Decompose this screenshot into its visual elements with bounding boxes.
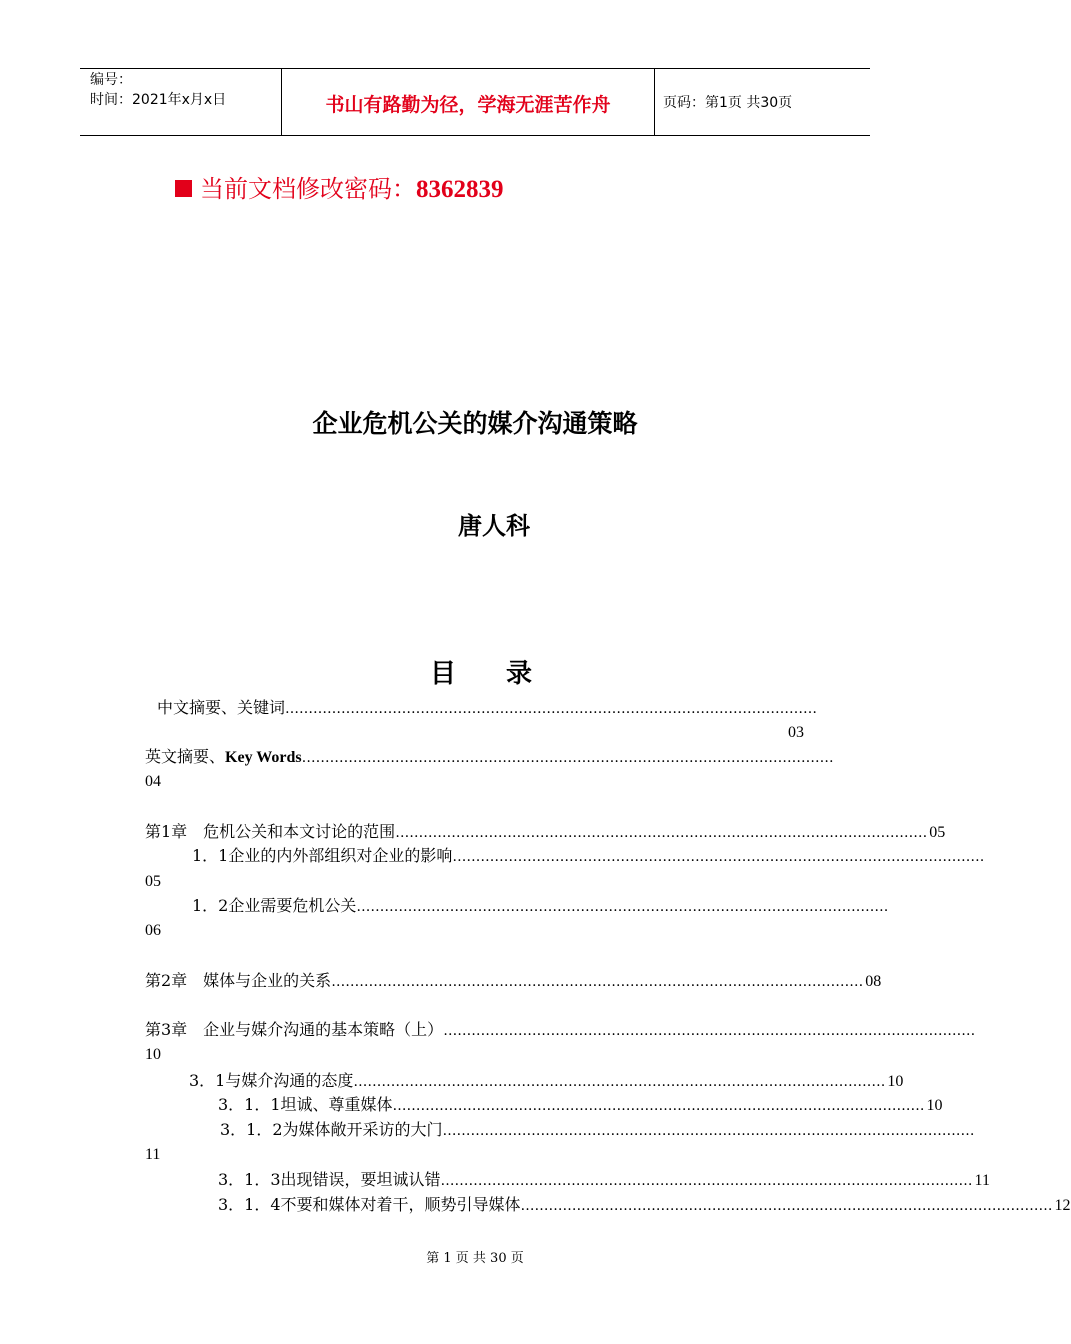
toc-entry-label: 中文摘要、关键词 bbox=[157, 698, 286, 717]
toc-leader-dots: …………………………………………………………………………………………………… bbox=[301, 750, 834, 766]
toc-leader-dots: …………………………………………………………………………………………………… bbox=[392, 1098, 925, 1114]
document-author: 唐人科 bbox=[458, 512, 530, 540]
toc-entry[interactable] bbox=[157, 698, 818, 719]
header-time-label: 时间：2021年x月x日 bbox=[90, 92, 227, 108]
toc-entry[interactable] bbox=[218, 1095, 943, 1116]
toc-entry[interactable] bbox=[218, 1170, 990, 1191]
document-title: 企业危机公关的媒介沟通策略 bbox=[312, 409, 638, 438]
toc-entry[interactable] bbox=[145, 747, 834, 768]
toc-entry-page: 03 bbox=[788, 724, 804, 741]
toc-heading-right: 录 bbox=[506, 659, 535, 689]
toc-entry[interactable] bbox=[145, 971, 882, 992]
toc-entry-page: 11 bbox=[974, 1172, 990, 1189]
toc-entry-label: 第1章 危机公关和本文讨论的范围 bbox=[145, 822, 396, 841]
header-top-rule bbox=[80, 68, 870, 69]
toc-entry-label: 3．1与媒介沟通的态度 bbox=[189, 1071, 354, 1090]
toc-entry-page: 08 bbox=[865, 973, 882, 990]
toc-entry-page: 12 bbox=[1054, 1197, 1071, 1214]
toc-heading-left: 目 bbox=[430, 659, 459, 689]
toc-entry[interactable] bbox=[218, 1195, 1071, 1216]
toc-entry-page: 05 bbox=[145, 873, 161, 890]
toc-entry-page: 10 bbox=[887, 1073, 904, 1090]
toc-entry-label: 3．1．4不要和媒体对着干，顺势引导媒体 bbox=[218, 1195, 521, 1214]
header-divider-right bbox=[654, 68, 655, 136]
toc-entry[interactable] bbox=[145, 822, 946, 843]
password-notice bbox=[175, 169, 504, 204]
page-footer: 第 1 页 共 30 页 bbox=[426, 1251, 524, 1266]
header-bottom-rule bbox=[80, 135, 870, 136]
toc-entry[interactable] bbox=[189, 1071, 904, 1092]
toc-entry-page: 11 bbox=[145, 1146, 161, 1163]
toc-leader-dots: …………………………………………………………………………………………………… bbox=[356, 899, 889, 915]
toc-entry[interactable] bbox=[192, 846, 985, 867]
toc-entry-page: 04 bbox=[145, 773, 161, 790]
toc-entry-label: 3．1．1坦诚、尊重媒体 bbox=[218, 1095, 393, 1114]
toc-leader-dots: …………………………………………………………………………………………………… bbox=[443, 1023, 976, 1039]
toc-leader-dots: …………………………………………………………………………………………………… bbox=[395, 825, 928, 841]
toc-leader-dots: …………………………………………………………………………………………………… bbox=[442, 1123, 975, 1139]
toc-leader-dots: …………………………………………………………………………………………………… bbox=[520, 1198, 1053, 1214]
toc-entry-page: 05 bbox=[929, 824, 946, 841]
password-notice-text: 当前文档修改密码： bbox=[200, 175, 416, 203]
red-square-bullet-icon bbox=[175, 180, 192, 197]
toc-leader-dots: …………………………………………………………………………………………………… bbox=[285, 701, 818, 717]
toc-heading bbox=[430, 653, 534, 690]
toc-entry-page: 06 bbox=[145, 922, 161, 939]
toc-leader-dots: …………………………………………………………………………………………………… bbox=[440, 1173, 973, 1189]
password-code: 8362839 bbox=[416, 176, 504, 203]
toc-entry[interactable] bbox=[192, 896, 889, 917]
toc-entry-label: 第3章 企业与媒介沟通的基本策略（上） bbox=[145, 1020, 444, 1039]
toc-entry-label: 1．1企业的内外部组织对企业的影响 bbox=[192, 846, 453, 865]
toc-entry[interactable] bbox=[145, 1020, 976, 1041]
toc-leader-dots: …………………………………………………………………………………………………… bbox=[353, 1074, 886, 1090]
toc-leader-dots: …………………………………………………………………………………………………… bbox=[452, 849, 985, 865]
toc-leader-dots: …………………………………………………………………………………………………… bbox=[331, 974, 864, 990]
toc-entry-page: 10 bbox=[926, 1097, 943, 1114]
toc-entry-page: 10 bbox=[145, 1046, 161, 1063]
toc-entry-label: 英文摘要、Key Words bbox=[145, 747, 302, 766]
toc-entry-label: 3．1．3出现错误，要坦诚认错 bbox=[218, 1170, 441, 1189]
header-number-label: 编号： bbox=[90, 72, 132, 88]
toc-entry-label: 3．1．2为媒体敞开采访的大门 bbox=[220, 1120, 443, 1139]
header-motto: 书山有路勤为径，学海无涯苦作舟 bbox=[325, 94, 611, 116]
header-page-info: 页码：第1页 共30页 bbox=[663, 95, 793, 111]
toc-entry[interactable] bbox=[220, 1120, 975, 1141]
toc-entry-label: 第2章 媒体与企业的关系 bbox=[145, 971, 332, 990]
toc-entry-label: 1．2企业需要危机公关 bbox=[192, 896, 357, 915]
